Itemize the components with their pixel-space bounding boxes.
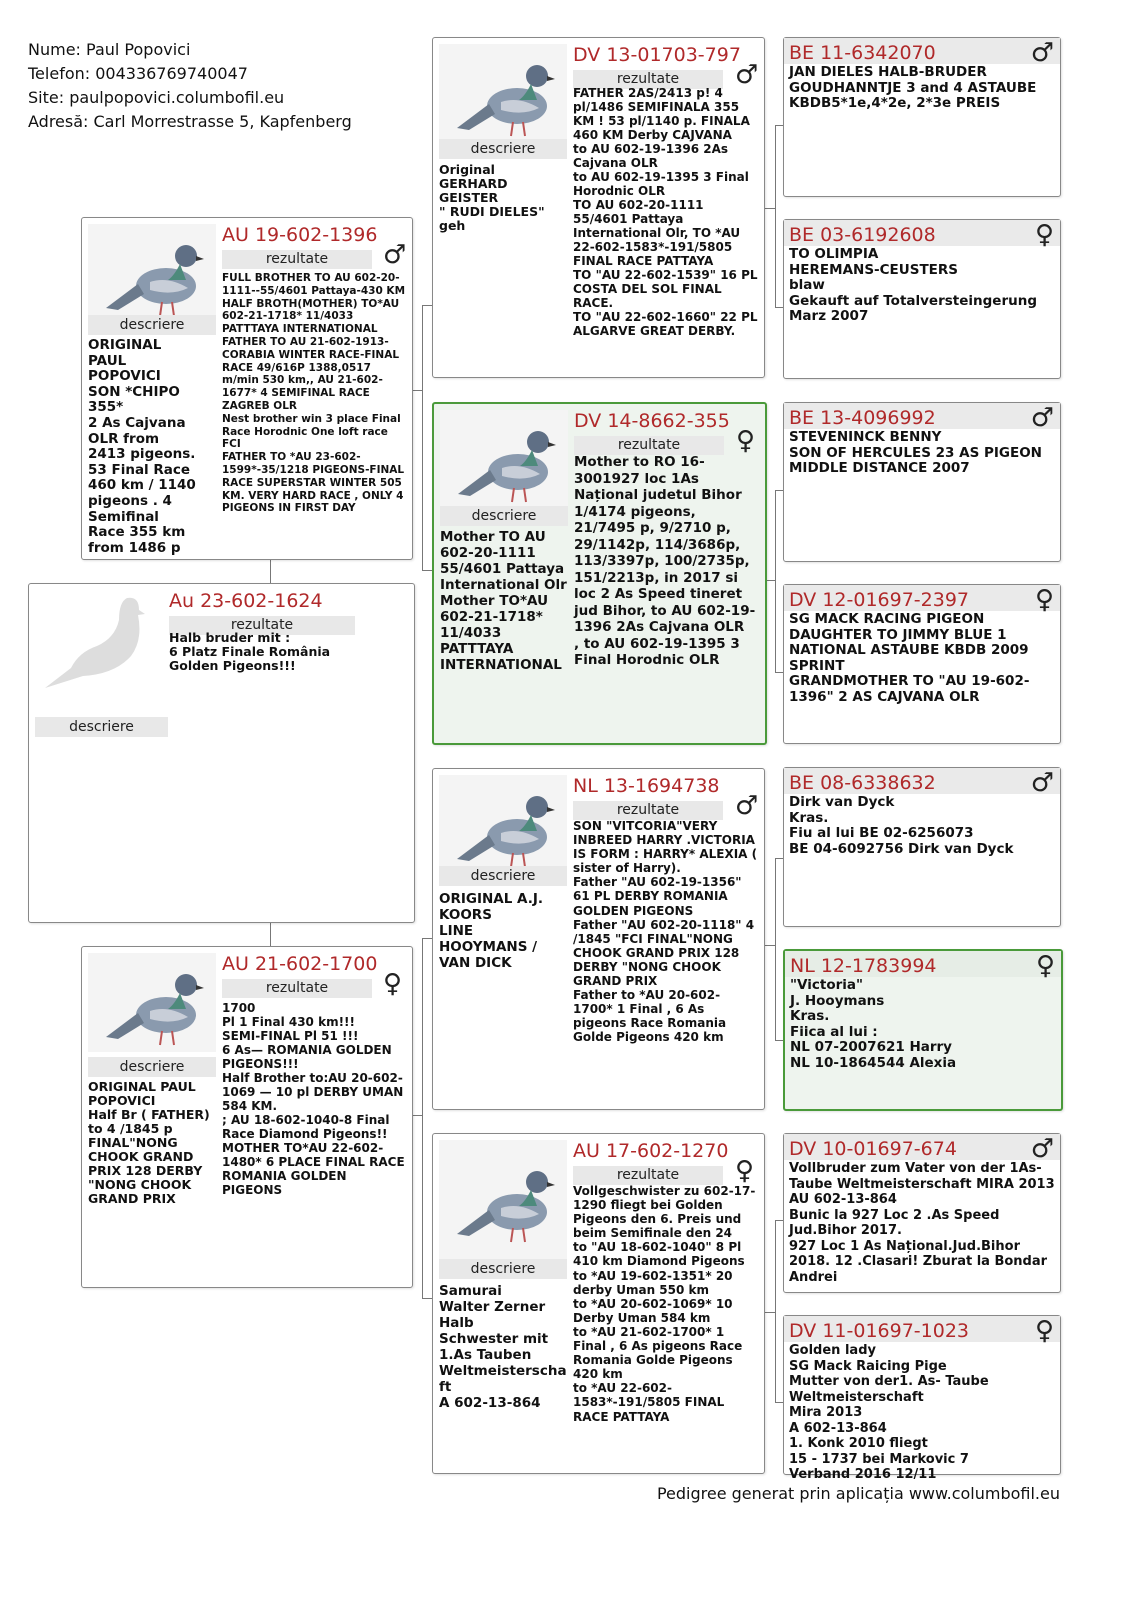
female-icon: ♀ <box>1035 951 1055 981</box>
connector <box>765 1312 775 1313</box>
ring-number: DV 12-01697-2397 <box>789 589 970 611</box>
pigeon-notes: Vollgeschwister zu 602-17-1290 fliegt bei Golden Pigeons den 6. Preis und beim Semifinale den 24 to "AU 18-602-1040" 8 Pl 410 km Diamond Pigeons to *AU 19-602-1351* 20 derby Uman 550 km to *AU 20-602-1069* 10 Derby Uman 584 km to *AU 21-602-1700* 1 Final , 6 As pigeons Race Romania Golde Pigeons 420 km to *AU 22-602-1583*-191/5805 FINAL RACE PATTAYA <box>573 1184 756 1424</box>
pigeon-silhouette-image <box>35 590 163 689</box>
connector <box>765 208 775 209</box>
ancestor-card[interactable] <box>783 1315 1061 1482</box>
male-icon: ♂ <box>1030 38 1054 68</box>
descriere-button[interactable]: descriere <box>35 717 168 737</box>
connector <box>775 490 776 672</box>
descriere-button[interactable]: descriere <box>88 315 216 335</box>
female-icon: ♀ <box>383 969 403 999</box>
ancestor-card[interactable] <box>783 1133 1061 1293</box>
male-icon: ♂ <box>1030 768 1054 798</box>
connector <box>775 1220 776 1402</box>
owner-description: Mother TO AU 602-20-1111 55/4601 Pattaya International Olr Mother TO*AU 602-21-1718* 11/4033 PATTTAYA INTERNATIONAL <box>440 529 567 673</box>
connector <box>412 390 422 391</box>
connector <box>765 945 775 946</box>
ancestor-card[interactable] <box>783 219 1061 379</box>
connector <box>412 1115 422 1116</box>
male-icon: ♂ <box>1030 403 1054 433</box>
owner-description: Original GERHARD GEISTER " RUDI DIELES" geh <box>439 162 545 233</box>
male-icon: ♂ <box>1030 1134 1054 1164</box>
pigeon-photo <box>440 410 568 509</box>
owner-name: Nume: Paul Popovici <box>28 40 191 59</box>
ancestor-card[interactable] <box>783 584 1061 744</box>
rezultate-button[interactable]: rezultate <box>573 1166 723 1185</box>
ring-number: BE 03-6192608 <box>789 224 936 246</box>
rezultate-button[interactable]: rezultate <box>222 979 372 998</box>
owner-site: Site: paulpopovici.columbofil.eu <box>28 88 285 107</box>
ring-number: AU 21-602-1700 <box>222 953 378 975</box>
ring-number: NL 12-1783994 <box>790 955 937 977</box>
connector <box>422 305 423 570</box>
male-icon: ♂ <box>735 791 759 821</box>
ring-number: DV 10-01697-674 <box>789 1138 957 1160</box>
ring-number: AU 17-602-1270 <box>573 1140 729 1162</box>
pigeon-notes: Dirk van Dyck Kras. Fiu al lui BE 02-6256073 BE 04-6092756 Dirk van Dyck <box>789 794 1014 857</box>
ancestor-card[interactable] <box>783 37 1061 197</box>
pigeon-photo <box>439 44 567 143</box>
owner-description: ORIGINAL PAUL POPOVICI Half Br ( FATHER) to 4 /1845 p FINAL"NONG CHOOK GRAND PRIX 128 DERBY "NONG CHOOK GRAND PRIX <box>88 1079 210 1206</box>
rezultate-button[interactable]: rezultate <box>573 801 723 820</box>
owner-description: ORIGINAL A.J. KOORS LINE HOOYMANS / VAN DICK <box>439 891 544 971</box>
ring-number: BE 13-4096992 <box>789 407 936 429</box>
pigeon-notes: Golden lady SG Mack Raicing Pige Mutter von der1. As- Taube Weltmeisterschaft Mira 2013 A 602-13-864 1. Konk 2010 fliegt 15 - 1737 bei Markovic 7 Verband 2016 12/11 <box>789 1343 989 1482</box>
pigeon-notes: Vollbruder zum Vater von der 1As-Taube Weltmeisterschaft MIRA 2013 AU 602-13-864 Bunic la 927 Loc 2 .As Speed Jud.Bihor 2017. 927 Loc 1 As Național.Jud.Bihor 2018. 12 .Clasari! Zburat la Bondar Andrei <box>789 1161 1055 1285</box>
dam-card[interactable] <box>81 946 413 1288</box>
pigeon-notes: 1700 Pl 1 Final 430 km!!! SEMI-FINAL Pl 51 !!! 6 As— ROMANIA GOLDEN PIGEONS!!! Half Brother to:AU 20-602-1069 — 10 pl DERBY UMAN 584 KM. ; AU 18-602-1040-8 Final Race Diamond Pigeons!! MOTHER TO*AU 22-602-1480* 6 PLACE FINAL RACE ROMANIA GOLDEN PIGEONS <box>222 1001 405 1197</box>
ancestor-card[interactable] <box>783 767 1061 927</box>
dam-sire-card[interactable] <box>432 768 765 1110</box>
pigeon-notes: FATHER 2AS/2413 p! 4 pl/1486 SEMIFINALA 355 KM ! 53 pl/1140 p. FINALA 460 KM Derby CAJVANA to AU 602-19-1396 2As Cajvana OLR to AU 602-19-1395 3 Final Horodnic OLR TO AU 602-20-1111 55/4601 Pattaya International Olr, TO *AU 22-602-1583*-191/5805 FINAL RACE PATTAYA TO "AU 22-602-1539" 16 PL COSTA DEL SOL FINAL RACE. TO "AU 22-602-1660" 22 PL ALGARVE GREAT DERBY. <box>573 86 758 338</box>
sire-card[interactable] <box>81 217 413 560</box>
pigeon-notes: SON "VITCORIA"VERY INBREED HARRY .VICTORIA IS FORM : HARRY* ALEXIA ( sister of Harry). Father "AU 602-19-1356" 61 PL DERBY ROMANIA GOLDEN PIGEONS Father "AU 602-20-1118" 4 /1845 "FCI FINAL"NONG CHOOK GRAND PRIX 128 DERBY "NONG CHOOK GRAND PRIX Father to *AU 20-602-1700* 1 Final , 6 As pigeons Race Romania Golde Pigeons 420 km <box>573 819 758 1045</box>
sire-dam-card[interactable] <box>432 402 767 745</box>
ancestor-card[interactable] <box>783 949 1063 1111</box>
ring-number: DV 14-8662-355 <box>574 410 730 432</box>
connector <box>270 923 271 948</box>
ring-number: DV 13-01703-797 <box>573 44 741 66</box>
pigeon-notes: STEVENINCK BENNY SON OF HERCULES 23 AS PIGEON MIDDLE DISTANCE 2007 <box>789 429 1042 476</box>
pigeon-notes: Halb bruder mit : 6 Platz Finale România Golden Pigeons!!! <box>169 630 331 673</box>
owner-phone: Telefon: 004336769740047 <box>28 64 248 83</box>
pigeon-photo <box>88 224 216 323</box>
owner-description: ORIGINAL PAUL POPOVICI SON *CHIPO 355* 2 As Cajvana OLR from 2413 pigeons. 53 Final Race 460 km / 1140 pigeons . 4 Semifinal Race 355 km from 1486 p <box>88 337 196 556</box>
rezultate-button[interactable]: rezultate <box>573 70 723 89</box>
pigeon-notes: Mother to RO 16-3001927 loc 1As Național judetul Bihor 1/4174 pigeons, 21/7495 p, 9/2710 p, 29/1142p, 114/3686p, 113/3397p, 100/2735p, 151/2213p, in 2017 si loc 2 As Speed tineret jud Bihor, to AU 602-19-1396 2As Cajvana OLR , to AU 602-19-1395 3 Final Horodnic OLR <box>574 454 756 668</box>
ring-number: BE 08-6338632 <box>789 772 936 794</box>
footer-credit: Pedigree generat prin aplicația www.columbofil.eu <box>656 1484 1060 1503</box>
subject-pigeon-card[interactable] <box>28 583 415 923</box>
pigeon-notes: JAN DIELES HALB-BRUDER GOUDHANNTJE 3 and 4 ASTAUBE KBDB5*1e,4*2e, 2*3e PREIS <box>789 64 1037 111</box>
descriere-button[interactable]: descriere <box>88 1057 216 1077</box>
ring-number: BE 11-6342070 <box>789 42 936 64</box>
connector <box>422 938 423 1298</box>
female-icon: ♀ <box>1034 1316 1054 1346</box>
descriere-button[interactable]: descriere <box>439 139 567 159</box>
ring-number: Au 23-602-1624 <box>169 590 323 612</box>
male-icon: ♂ <box>383 240 407 270</box>
rezultate-button[interactable]: rezultate <box>574 436 724 455</box>
female-icon: ♀ <box>1034 220 1054 250</box>
connector <box>775 858 776 1040</box>
pigeon-photo <box>439 1140 567 1259</box>
rezultate-button[interactable]: rezultate <box>222 250 372 269</box>
pigeon-notes: "Victoria" J. Hooymans Kras. Fiica al lui : NL 07-2007621 Harry NL 10-1864544 Alexia <box>790 977 957 1071</box>
owner-address: Adresă: Carl Morrestrasse 5, Kapfenberg <box>28 112 352 131</box>
ancestor-card[interactable] <box>783 402 1061 562</box>
female-icon: ♀ <box>735 1156 755 1186</box>
pigeon-photo <box>439 775 567 874</box>
ring-number: AU 19-602-1396 <box>222 224 378 246</box>
female-icon: ♀ <box>1034 585 1054 615</box>
pigeon-notes: TO OLIMPIA HEREMANS-CEUSTERS blaw Gekauft auf Totalversteingerung Marz 2007 <box>789 246 1037 324</box>
pigeon-photo <box>88 953 216 1052</box>
ring-number: DV 11-01697-1023 <box>789 1320 970 1342</box>
ring-number: NL 13-1694738 <box>573 775 720 797</box>
pigeon-notes: FULL BROTHER TO AU 602-20-1111--55/4601 Pattaya-430 KM HALF BROTH(MOTHER) TO*AU 602-21-1718* 11/4033 PATTTAYA INTERNATIONAL FATHER TO AU 21-602-1913-CORABIA WINTER RACE-FINAL RACE 49/616P 1388,0517 m/min 530 km,, AU 21-602-1677* 4 SEMIFINAL RACE ZAGREB OLR Nest brother win 3 place Final Race Horodnic One loft race FCI FATHER TO *AU 23-602-1599*-35/1218 PIGEONS-FINAL RACE SUPERSTAR WINTER 505 KM. VERY HARD RACE , ONLY 4 PIGEONS IN FIRST DAY <box>222 272 406 515</box>
owner-description: Samurai Walter Zerner Halb Schwester mit 1.As Tauben Weltmeisterschaft A 602-13-864 <box>439 1283 567 1411</box>
sire-sire-card[interactable] <box>432 37 765 378</box>
connector <box>775 125 776 307</box>
male-icon: ♂ <box>735 60 759 90</box>
connector <box>270 560 271 584</box>
dam-dam-card[interactable] <box>432 1133 765 1474</box>
rezultate-button[interactable]: rezultate <box>169 616 355 635</box>
owner-info <box>28 38 352 134</box>
descriere-button[interactable]: descriere <box>439 866 567 886</box>
pigeon-notes: SG MACK RACING PIGEON DAUGHTER TO JIMMY BLUE 1 NATIONAL ASTAUBE KBDB 2009 SPRINT GRANDMOTHER TO "AU 19-602-1396" 2 AS CAJVANA OLR <box>789 611 1030 705</box>
descriere-button[interactable]: descriere <box>440 506 568 526</box>
descriere-button[interactable]: descriere <box>439 1259 567 1279</box>
female-icon: ♀ <box>736 426 756 456</box>
